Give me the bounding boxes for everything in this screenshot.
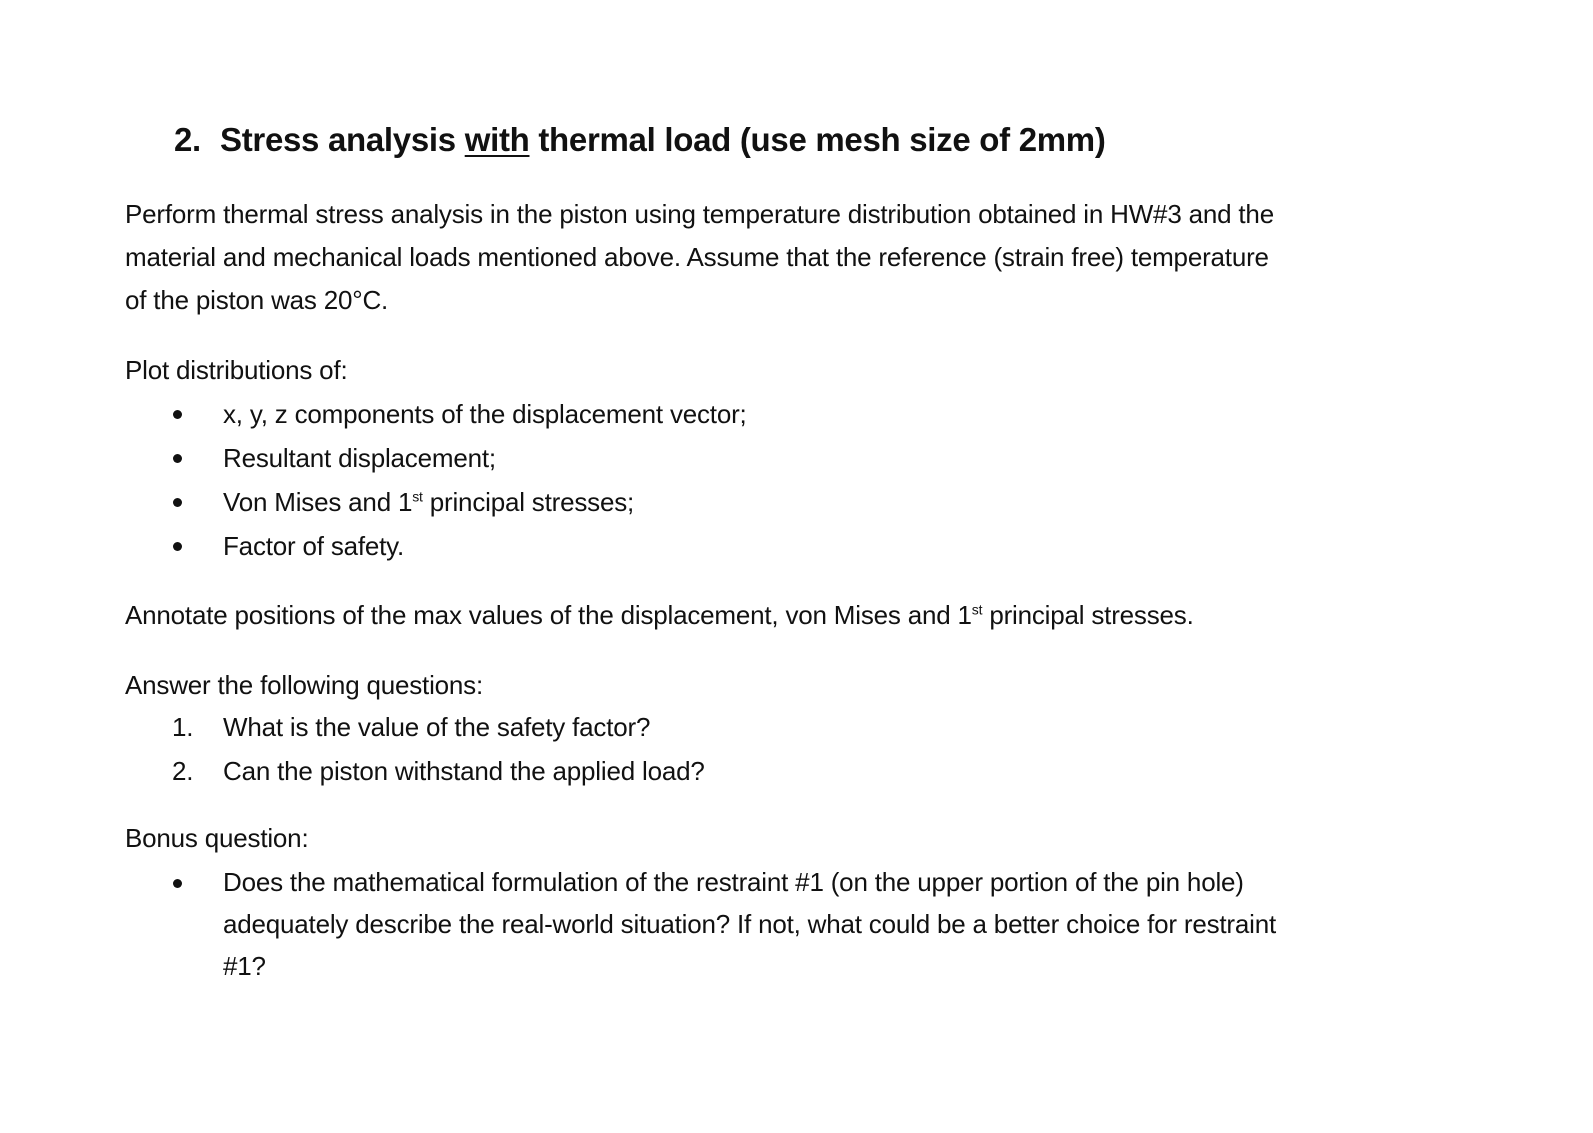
plot-label: Plot distributions of:	[125, 355, 348, 385]
questions-list	[0, 705, 705, 793]
list-item-text-part-2: principal stresses;	[422, 487, 635, 517]
section-title-underlined: with	[464, 121, 530, 158]
bullet-icon	[173, 410, 182, 419]
questions-label: Answer the following questions:	[125, 670, 484, 700]
section-heading	[174, 118, 1106, 162]
annotate-paragraph	[125, 594, 1194, 637]
superscript: st	[412, 488, 423, 505]
section-title-part-1: Stress analysis	[220, 121, 465, 158]
section-title-part-2: thermal load (use mesh size of 2mm)	[529, 121, 1106, 158]
list-item	[0, 705, 651, 749]
bullet-icon	[173, 454, 182, 463]
annotate-text-part-1: Annotate positions of the max values of the displacement, von Mises and 1	[125, 600, 972, 630]
intro-paragraph	[125, 193, 1274, 322]
superscript: st	[971, 601, 983, 618]
list-item-text-part-1: Von Mises and 1	[223, 487, 413, 517]
list-item	[0, 524, 405, 568]
list-item-text: x, y, z components of the displacement vector;	[223, 399, 747, 429]
intro-line-2: material and mechanical loads mentioned above. Assume that the reference (strain free) temperature	[125, 242, 1269, 272]
bullet-icon	[173, 498, 182, 507]
list-item-text	[223, 861, 1276, 987]
bullet-icon	[173, 542, 182, 551]
bonus-label: Bonus question:	[125, 823, 309, 853]
bullet-icon	[173, 879, 182, 888]
annotate-text-part-2: principal stresses.	[982, 600, 1194, 630]
intro-line-3: of the piston was 20°C.	[125, 285, 389, 315]
list-number: 2.	[172, 756, 194, 786]
intro-line-1: Perform thermal stress analysis in the piston using temperature distribution obtained in HW#3 and the	[125, 199, 1274, 229]
list-item-text	[223, 480, 634, 524]
list-item	[0, 392, 747, 436]
list-item-text: Factor of safety.	[223, 531, 405, 561]
plot-list	[0, 392, 747, 568]
list-number: 1.	[172, 712, 194, 742]
list-item-text: Can the piston withstand the applied load?	[223, 756, 705, 786]
list-item-text: What is the value of the safety factor?	[223, 712, 651, 742]
section-number: 2.	[174, 121, 201, 158]
bonus-line-2: adequately describe the real-world situation? If not, what could be a better choice for restraint	[223, 909, 1276, 939]
list-item	[0, 749, 705, 793]
bonus-line-3: #1?	[223, 951, 266, 981]
list-item	[0, 480, 635, 524]
list-item	[0, 436, 496, 480]
list-item-text: Resultant displacement;	[223, 443, 496, 473]
bonus-line-1: Does the mathematical formulation of the restraint #1 (on the upper portion of the pin hole)	[223, 867, 1244, 897]
